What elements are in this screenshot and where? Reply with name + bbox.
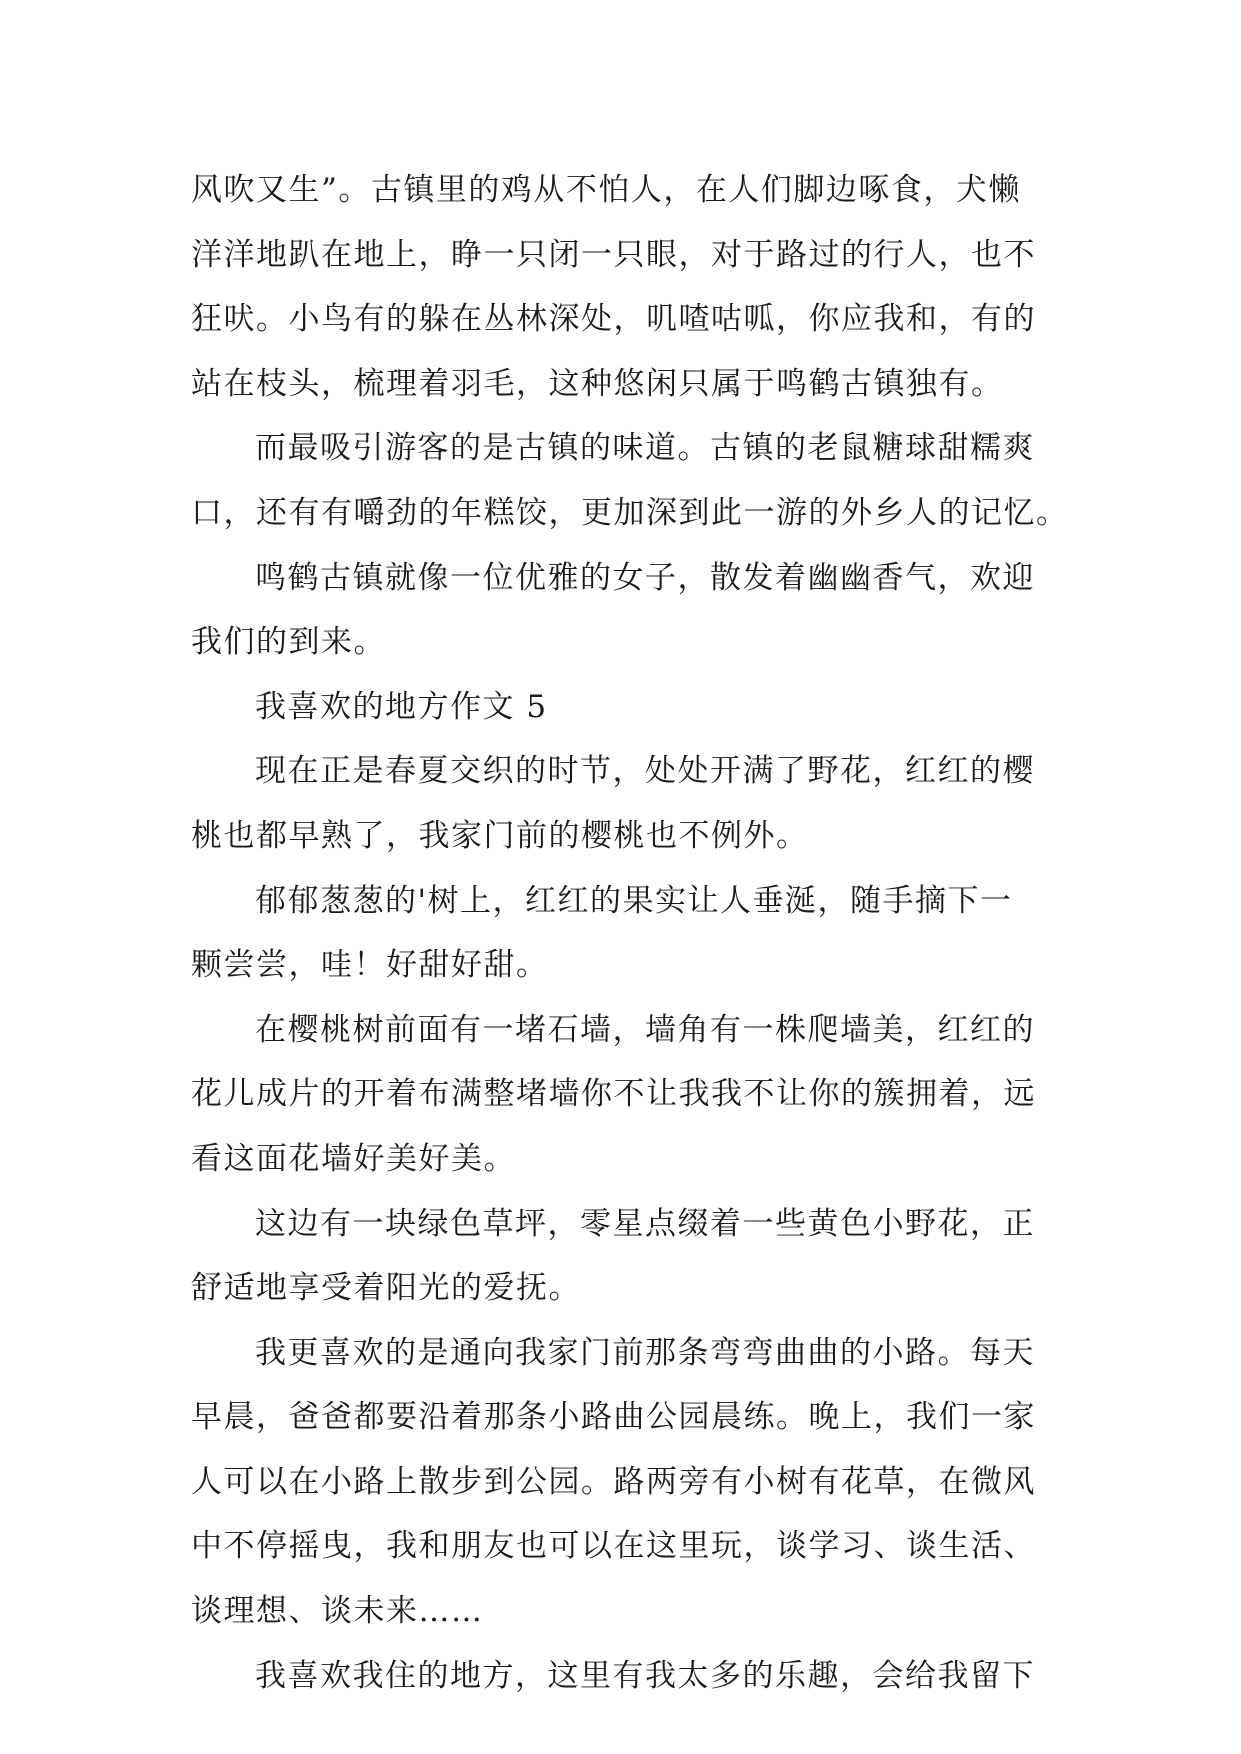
text-line: 而最吸引游客的是古镇的味道。古镇的老鼠糖球甜糯爽 [255, 430, 1035, 467]
text-line: 我们的到来。 [191, 624, 386, 661]
text-line: 我更喜欢的是通向我家门前那条弯弯曲曲的小路。每天 [255, 1334, 1035, 1371]
text-line: 现在正是春夏交织的时节，处处开满了野花，红红的樱 [255, 753, 1035, 790]
text-line: 在樱桃树前面有一堵石墙，墙角有一株爬墙美，红红的 [255, 1011, 1035, 1048]
text-line: 中不停摇曳，我和朋友也可以在这里玩，谈学习、谈生活、 [191, 1528, 1036, 1565]
text-line: 花儿成片的开着布满整堵墙你不让我我不让你的簇拥着，远 [191, 1076, 1036, 1113]
text-line: 我喜欢我住的地方，这里有我太多的乐趣，会给我留下 [255, 1657, 1035, 1694]
text-line: 谈理想、谈未来…… [191, 1593, 484, 1630]
text-line: 站在枝头，梳理着羽毛，这种悠闲只属于鸣鹤古镇独有。 [191, 365, 1004, 402]
text-line: 郁郁葱葱的'树上，红红的果实让人垂涎，随手摘下一 [255, 882, 1013, 919]
text-line: 风吹又生”。古镇里的鸡从不怕人，在人们脚边啄食，犬懒 [191, 172, 1021, 208]
text-line: 狂吠。小鸟有的躲在丛林深处，叽喳咕呱，你应我和，有的 [191, 301, 1036, 338]
text-line: 人可以在小路上散步到公园。路两旁有小树有花草，在微风 [191, 1463, 1036, 1500]
section-heading: 我喜欢的地方作文 5 [255, 688, 548, 725]
text-line: 看这面花墙好美好美。 [191, 1140, 516, 1177]
text-line: 洋洋地趴在地上，睁一只闭一只眼，对于路过的行人，也不 [191, 236, 1036, 273]
text-line: 鸣鹤古镇就像一位优雅的女子，散发着幽幽香气，欢迎 [255, 559, 1035, 596]
text-line: 舒适地享受着阳光的爱抚。 [191, 1270, 581, 1307]
text-line: 口，还有有嚼劲的年糕饺，更加深到此一游的外乡人的记忆。 [191, 494, 1069, 531]
text-line: 这边有一块绿色草坪，零星点缀着一些黄色小野花，正 [255, 1205, 1035, 1242]
text-line: 桃也都早熟了，我家门前的樱桃也不例外。 [191, 817, 809, 854]
text-line: 早晨，爸爸都要沿着那条小路曲公园晨练。晚上，我们一家 [191, 1399, 1036, 1436]
text-line: 颗尝尝，哇！好甜好甜。 [191, 947, 549, 984]
document-body [191, 158, 1069, 1708]
